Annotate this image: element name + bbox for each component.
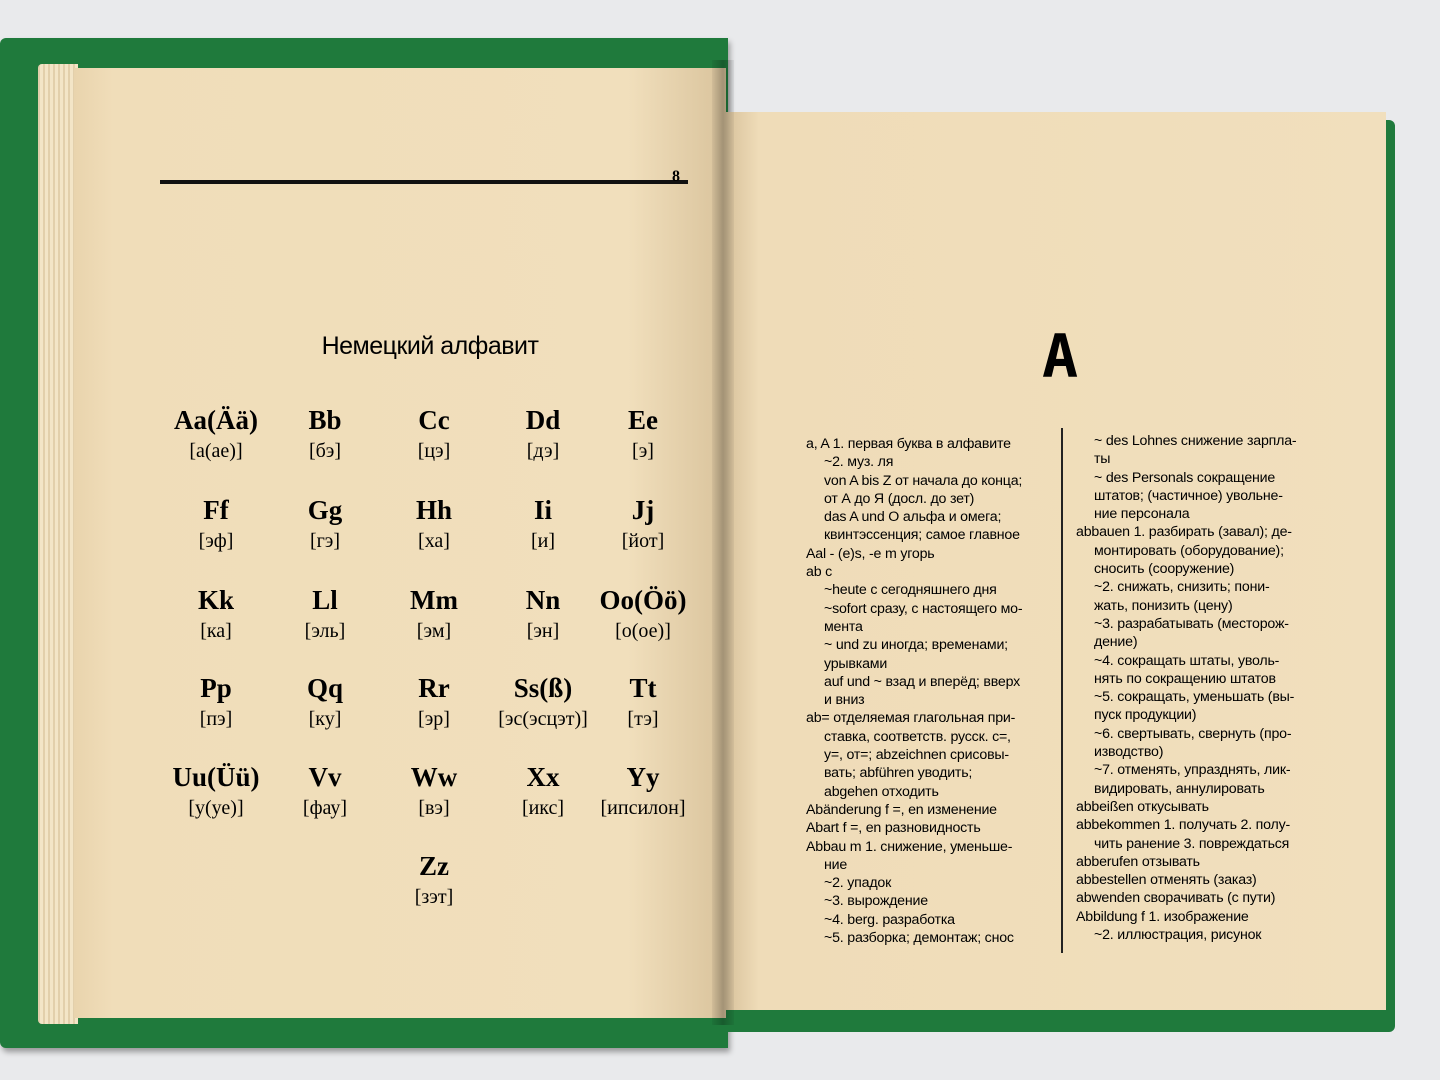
- letter-pronunciation: [йот]: [621, 530, 665, 552]
- entry-line: Aal - (e)s, -e m угорь: [806, 545, 935, 562]
- entry-line: ~sofort сразу, с настоящего мо-: [824, 600, 1023, 617]
- entry-line: abbekommen 1. получать 2. полу-: [1076, 817, 1291, 834]
- entry-line: ~ des Lohnes снижение зарпла-: [1094, 433, 1297, 449]
- entry-line: видировать, аннулировать: [1094, 780, 1265, 797]
- entry-line: вать; abführen уводить;: [824, 765, 973, 782]
- entry-line: жать, понизить (цену): [1094, 597, 1233, 614]
- letter-cell: [161, 761, 271, 823]
- letter-pronunciation: [зэт]: [414, 886, 454, 908]
- entry-line: дение): [1094, 634, 1138, 651]
- letter-cell: [161, 672, 271, 734]
- entry-line: ~4. berg. разработка: [824, 911, 955, 928]
- letter-pronunciation: [эр]: [418, 708, 450, 730]
- letter-glyph: Tt: [629, 673, 657, 703]
- entry-line: ~3. вырождение: [824, 893, 928, 910]
- column-divider: [1061, 428, 1063, 953]
- letter-glyph: Hh: [415, 495, 453, 525]
- letter-pronunciation: [икс]: [521, 797, 565, 819]
- entry-line: abbeißen откусывать: [1076, 798, 1209, 815]
- letter-cell: [588, 672, 698, 734]
- letter-cell: [588, 404, 698, 466]
- entry-line: ~2. упадок: [824, 875, 892, 892]
- book-gutter: [712, 60, 734, 1025]
- letter-glyph: Ss(ß): [513, 673, 573, 703]
- letter-pronunciation: [а(ае)]: [189, 440, 243, 462]
- entry-line: пуск продукции): [1094, 707, 1197, 724]
- entry-line: сносить (сооружение): [1094, 561, 1235, 578]
- letter-glyph: Ll: [312, 585, 338, 615]
- letter-glyph: Uu(Üü): [172, 762, 260, 792]
- letter-glyph: Nn: [525, 585, 561, 615]
- section-letter: A: [1041, 322, 1079, 392]
- entry-line: квинтэссенция; самое главное: [824, 527, 1020, 544]
- dictionary-column-left: [806, 435, 1058, 947]
- letter-pronunciation: [пэ]: [199, 708, 233, 730]
- entry-line: чить ранение 3. повреждаться: [1094, 835, 1290, 852]
- letter-glyph: Gg: [307, 495, 343, 525]
- letter-pronunciation: [эс(эсцэт)]: [498, 708, 588, 730]
- letter-pronunciation: [дэ]: [526, 440, 560, 462]
- letter-pronunciation: [ку]: [308, 708, 342, 730]
- entry-line: ab с: [806, 564, 833, 581]
- letter-pronunciation: [тэ]: [627, 708, 659, 730]
- letter-cell: [488, 404, 598, 466]
- letter-pronunciation: [у(уе)]: [188, 797, 244, 819]
- page-edges: [38, 64, 78, 1024]
- entry-line: мента: [824, 618, 863, 635]
- entry-line: ние персонала: [1094, 506, 1190, 523]
- entry-line: das A und O альфа и омега;: [824, 509, 1002, 526]
- entry-line: abberufen отзывать: [1076, 853, 1200, 870]
- letter-cell: [488, 761, 598, 823]
- letter-glyph: Bb: [308, 405, 342, 435]
- letter-pronunciation: [цэ]: [417, 440, 451, 462]
- letter-pronunciation: [ка]: [200, 620, 232, 642]
- entry-line: ~6. свертывать, свернуть (про-: [1094, 725, 1292, 742]
- letter-cell: [379, 494, 489, 556]
- entry-line: ~ und zu иногда; временами;: [824, 637, 1008, 654]
- entry-line: ab= отделяемая глагольная при-: [806, 710, 1016, 727]
- letter-pronunciation: [эль]: [304, 620, 346, 642]
- letter-glyph: Vv: [308, 762, 342, 792]
- entry-line: abgehen отходить: [824, 783, 939, 800]
- letter-cell: [588, 494, 698, 556]
- letter-cell: [379, 404, 489, 466]
- letter-pronunciation: [о(ое)]: [615, 620, 671, 642]
- letter-pronunciation: [э]: [632, 440, 654, 462]
- letter-pronunciation: [и]: [530, 530, 556, 552]
- entry-line: abwenden сворачивать (с пути): [1076, 890, 1276, 907]
- letter-cell: [379, 672, 489, 734]
- letter-cell: [161, 404, 271, 466]
- entry-line: ~2. снижать, снизить; пони-: [1094, 579, 1270, 596]
- letter-cell: [270, 761, 380, 823]
- letter-pronunciation: [ипсилон]: [600, 797, 686, 819]
- letter-cell: [379, 850, 489, 912]
- letter-pronunciation: [вэ]: [418, 797, 450, 819]
- entry-line: ~3. разрабатывать (месторож-: [1094, 615, 1289, 632]
- letter-glyph: Oo(Öö): [599, 585, 687, 615]
- entry-line: нять по сокращению штатов: [1094, 670, 1276, 687]
- alphabet-title: Немецкий алфавит: [321, 332, 539, 360]
- entry-line: Abänderung f =, en изменение: [806, 801, 997, 818]
- letter-cell: [270, 584, 380, 646]
- letter-glyph: Pp: [200, 673, 232, 703]
- entry-line: штатов; (частичное) увольне-: [1094, 487, 1283, 504]
- alphabet-grid: [158, 404, 698, 934]
- letter-pronunciation: [бэ]: [308, 440, 342, 462]
- entry-line: ставка, соответств. русск. с=,: [824, 728, 1011, 745]
- entry-line: Abart f =, en разновидность: [806, 820, 981, 837]
- letter-cell: [270, 672, 380, 734]
- entry-line: auf und ~ взад и вперёд; вверх: [824, 673, 1021, 690]
- letter-glyph: Aa(Ää): [174, 405, 258, 435]
- letter-cell: [488, 584, 598, 646]
- letter-glyph: Ii: [533, 495, 552, 525]
- entry-line: от А до Я (досл. до зет): [824, 490, 975, 507]
- entry-line: ~ des Personals сокращение: [1094, 469, 1276, 486]
- entry-line: a, A 1. первая буква в алфавите: [806, 436, 1011, 452]
- letter-cell: [488, 672, 598, 734]
- entry-line: ние: [824, 856, 848, 873]
- entry-line: и вниз: [824, 692, 865, 709]
- letter-glyph: Ee: [628, 405, 658, 435]
- letter-pronunciation: [эф]: [198, 530, 234, 552]
- entry-line: von A bis Z от начала до конца;: [824, 472, 1023, 489]
- entry-line: урывками: [824, 655, 888, 672]
- entry-line: Abbau m 1. снижение, уменьше-: [806, 838, 1013, 855]
- letter-glyph: Rr: [418, 673, 450, 703]
- dictionary-column-right: [1076, 432, 1326, 944]
- letter-glyph: Xx: [526, 762, 560, 792]
- letter-glyph: Cc: [418, 405, 450, 435]
- letter-glyph: Jj: [631, 495, 655, 525]
- letter-cell: [270, 494, 380, 556]
- letter-glyph: Yy: [626, 762, 660, 792]
- entry-line: изводство): [1094, 744, 1164, 761]
- letter-cell: [379, 761, 489, 823]
- entry-line: abbauen 1. разбирать (завал); де-: [1076, 524, 1292, 541]
- page-number: 8: [672, 168, 680, 185]
- entry-line: ~2. иллюстрация, рисунок: [1094, 927, 1262, 944]
- entry-line: ~heute с сегодняшнего дня: [824, 582, 997, 599]
- letter-glyph: Kk: [197, 585, 235, 615]
- letter-cell: [161, 494, 271, 556]
- entry-line: Abbildung f 1. изображение: [1076, 908, 1249, 925]
- letter-glyph: Qq: [306, 673, 344, 703]
- letter-glyph: Mm: [410, 585, 458, 615]
- letter-glyph: Ff: [203, 495, 229, 525]
- letter-cell: [588, 584, 698, 646]
- entry-line: ~4. сокращать штаты, уволь-: [1094, 652, 1280, 669]
- letter-pronunciation: [эм]: [416, 620, 452, 642]
- entry-line: у=, от=; abzeichnen срисовы-: [824, 747, 1009, 764]
- letter-glyph: Zz: [419, 851, 449, 881]
- letter-cell: [588, 761, 698, 823]
- entry-line: ~2. муз. ля: [824, 454, 894, 471]
- letter-glyph: Ww: [410, 762, 458, 792]
- entry-line: ты: [1094, 451, 1111, 468]
- letter-pronunciation: [фау]: [302, 797, 348, 819]
- letter-cell: [379, 584, 489, 646]
- entry-line: abbestellen отменять (заказ): [1076, 872, 1257, 889]
- entry-line: монтировать (оборудование);: [1094, 542, 1284, 559]
- letter-pronunciation: [эн]: [526, 620, 560, 642]
- letter-cell: [270, 404, 380, 466]
- entry-line: ~5. разборка; демонтаж; снос: [824, 930, 1014, 947]
- letter-cell: [161, 584, 271, 646]
- letter-pronunciation: [ха]: [418, 530, 450, 552]
- entry-line: ~5. сокращать, уменьшать (вы-: [1094, 689, 1295, 706]
- letter-cell: [488, 494, 598, 556]
- entry-line: ~7. отменять, упразднять, лик-: [1094, 762, 1291, 779]
- letter-glyph: Dd: [525, 405, 561, 435]
- header-rule: [160, 180, 688, 184]
- letter-pronunciation: [гэ]: [309, 530, 341, 552]
